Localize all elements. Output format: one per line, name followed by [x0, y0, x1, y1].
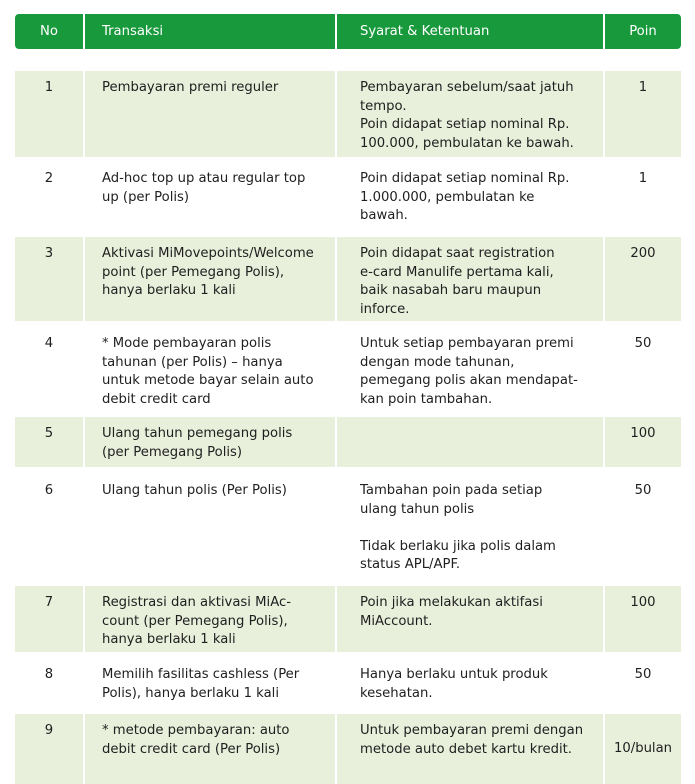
row-transaksi: * metode pembayaran: auto debit credit card (Per Polis) — [85, 714, 337, 784]
row-number: 6 — [15, 474, 85, 578]
table-row — [15, 417, 681, 467]
row-syarat: Hanya berlaku untuk produk kesehatan. — [337, 658, 605, 708]
row-transaksi: Ulang tahun pemegang polis (per Pemegang Polis) — [85, 417, 337, 467]
table-row — [15, 237, 681, 321]
table-row — [15, 714, 681, 784]
row-poin: 1 — [605, 71, 681, 157]
row-number: 4 — [15, 327, 85, 411]
row-number: 5 — [15, 417, 85, 467]
row-transaksi: Ulang tahun polis (Per Polis) — [85, 474, 337, 578]
header-no: No — [15, 14, 85, 49]
row-number: 9 — [15, 714, 85, 784]
table-row — [15, 71, 681, 157]
row-poin: 50 — [605, 658, 681, 708]
row-poin: 10/bulan — [605, 714, 681, 784]
row-syarat: Poin didapat saat registration e-card Manulife pertama kali, baik nasabah baru maupun inforce. — [337, 237, 605, 321]
row-syarat: Tambahan poin pada setiap ulang tahun polis Tidak berlaku jika polis dalam status APL/APF. — [337, 474, 605, 578]
table-row — [15, 658, 681, 708]
row-transaksi: Registrasi dan aktivasi MiAc-count (per Pemegang Polis), hanya berlaku 1 kali — [85, 586, 337, 652]
row-poin: 50 — [605, 474, 681, 578]
row-poin: 50 — [605, 327, 681, 411]
header-poin: Poin — [605, 14, 681, 49]
header-transaksi: Transaksi — [85, 14, 337, 49]
row-poin: 1 — [605, 162, 681, 230]
table-row — [15, 586, 681, 652]
row-syarat: Poin didapat setiap nominal Rp. 1.000.000, pembulatan ke bawah. — [337, 162, 605, 230]
table-header — [15, 14, 681, 49]
row-poin: 200 — [605, 237, 681, 321]
row-syarat: Untuk pembayaran premi dengan metode auto debet kartu kredit. — [337, 714, 605, 784]
row-transaksi: * Mode pembayaran polis tahunan (per Polis) – hanya untuk metode bayar selain auto debit credit card — [85, 327, 337, 411]
table-row — [15, 327, 681, 411]
points-table — [15, 14, 681, 784]
row-syarat: Poin jika melakukan aktifasi MiAccount. — [337, 586, 605, 652]
row-syarat: Pembayaran sebelum/saat jatuh tempo. Poin didapat setiap nominal Rp. 100.000, pembulatan ke bawah. — [337, 71, 605, 157]
row-transaksi: Ad-hoc top up atau regular top up (per Polis) — [85, 162, 337, 230]
row-syarat — [337, 417, 605, 467]
row-transaksi: Memilih fasilitas cashless (Per Polis), hanya berlaku 1 kali — [85, 658, 337, 708]
row-number: 8 — [15, 658, 85, 708]
row-number: 1 — [15, 71, 85, 157]
row-transaksi: Aktivasi MiMovepoints/Welcome point (per Pemegang Polis), hanya berlaku 1 kali — [85, 237, 337, 321]
row-syarat: Untuk setiap pembayaran premi dengan mode tahunan, pemegang polis akan mendapat- kan poin tambahan. — [337, 327, 605, 411]
row-number: 3 — [15, 237, 85, 321]
row-number: 2 — [15, 162, 85, 230]
row-transaksi: Pembayaran premi reguler — [85, 71, 337, 157]
row-poin: 100 — [605, 417, 681, 467]
table-row — [15, 474, 681, 578]
header-syarat: Syarat & Ketentuan — [337, 14, 605, 49]
row-poin: 100 — [605, 586, 681, 652]
row-number: 7 — [15, 586, 85, 652]
table-row — [15, 162, 681, 230]
